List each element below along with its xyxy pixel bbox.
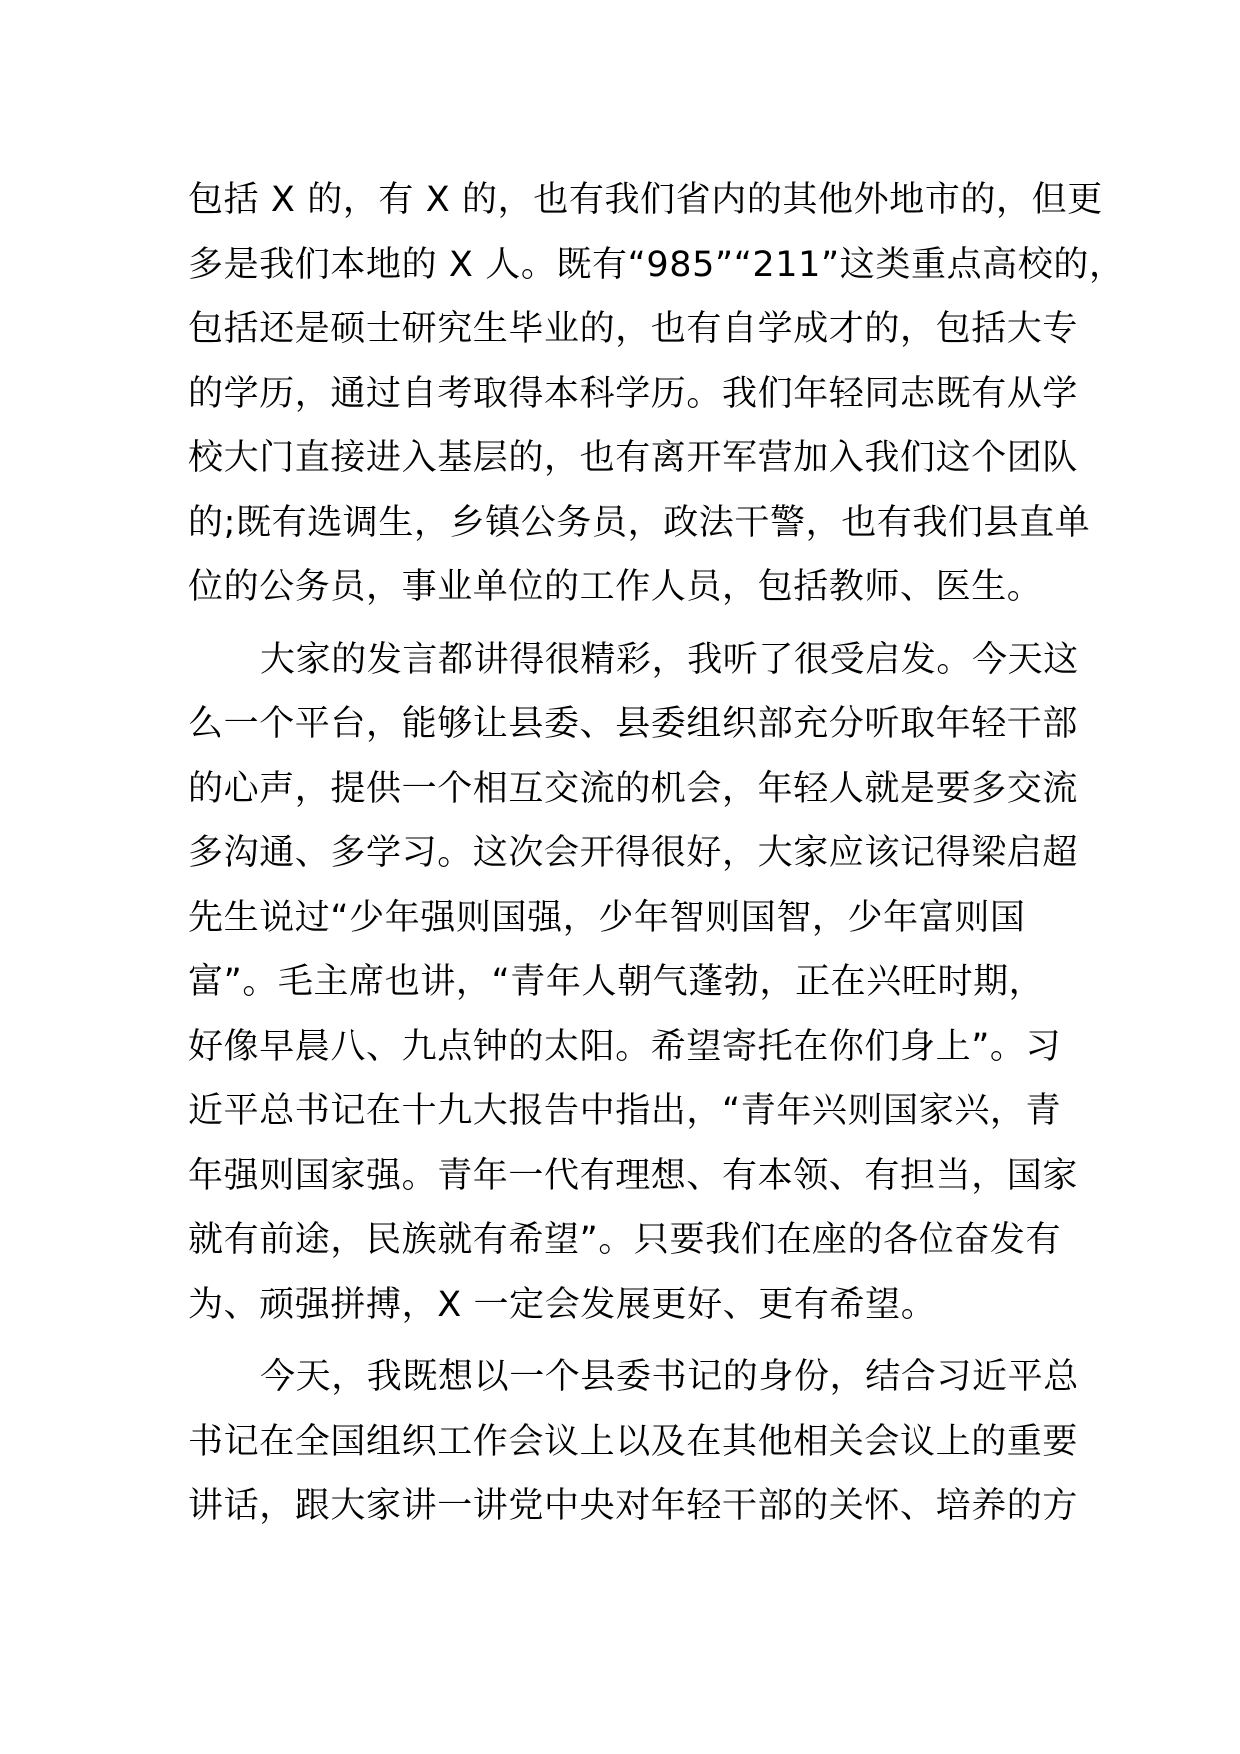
text-line: 就有前途，民族就有希望”。只要我们在座的各位奋发有	[188, 1220, 1062, 1260]
text-line: 多是我们本地的 X 人。既有“985”“211”这类重点高校的，	[188, 244, 1125, 285]
paragraph-spacer	[188, 1337, 1058, 1345]
paragraph-spacer	[188, 620, 1058, 628]
text-line: 年强则国家强。青年一代有理想、有本领、有担当，国家	[188, 1155, 1079, 1196]
paragraph-3	[188, 1345, 1079, 1539]
paragraph-1	[188, 168, 1125, 620]
text-line: 校大门直接进入基层的，也有离开军营加入我们这个团队	[188, 438, 1079, 478]
text-line: 多沟通、多学习。这次会开得很好，大家应该记得梁启超	[188, 833, 1079, 873]
text-line: 近平总书记在十九大报告中指出，“青年兴则国家兴，青	[188, 1091, 1062, 1131]
text-line: 么一个平台，能够让县委、县委组织部充分听取年轻干部	[188, 704, 1079, 744]
document-body	[188, 168, 1125, 1539]
text-line: 富”。毛主席也讲，“青年人朝气蓬勃，正在兴旺时期，	[188, 962, 1045, 1002]
text-line: 位的公务员，事业单位的工作人员，包括教师、医生。	[188, 567, 1043, 607]
text-line: 的心声，提供一个相互交流的机会，年轻人就是要多交流	[188, 768, 1079, 809]
text-line: 的学历，通过自考取得本科学历。我们年轻同志既有从学	[188, 373, 1079, 414]
text-line: 书记在全国组织工作会议上以及在其他相关会议上的重要	[188, 1421, 1079, 1462]
text-line: 为、顽强拼搏，X 一定会发展更好、更有希望。	[188, 1284, 937, 1325]
text-line: 大家的发言都讲得很精彩，我听了很受启发。今天这	[260, 639, 1079, 680]
text-line: 包括还是硕士研究生毕业的，也有自学成才的，包括大专	[188, 309, 1079, 349]
text-line: 讲话，跟大家讲一讲党中央对年轻干部的关怀、培养的方	[188, 1486, 1079, 1526]
text-line: 先生说过“少年强则国强，少年智则国智，少年富则国	[188, 897, 1026, 938]
text-line: 今天，我既想以一个县委书记的身份，结合习近平总	[260, 1357, 1079, 1397]
text-line: 的;既有选调生，乡镇公务员，政法干警，也有我们县直单	[188, 502, 1091, 543]
text-line: 好像早晨八、九点钟的太阳。希望寄托在你们身上”。习	[188, 1026, 1062, 1067]
text-line: 包括 X 的，有 X 的，也有我们省内的其他外地市的，但更	[188, 180, 1103, 220]
paragraph-2	[188, 628, 1079, 1338]
